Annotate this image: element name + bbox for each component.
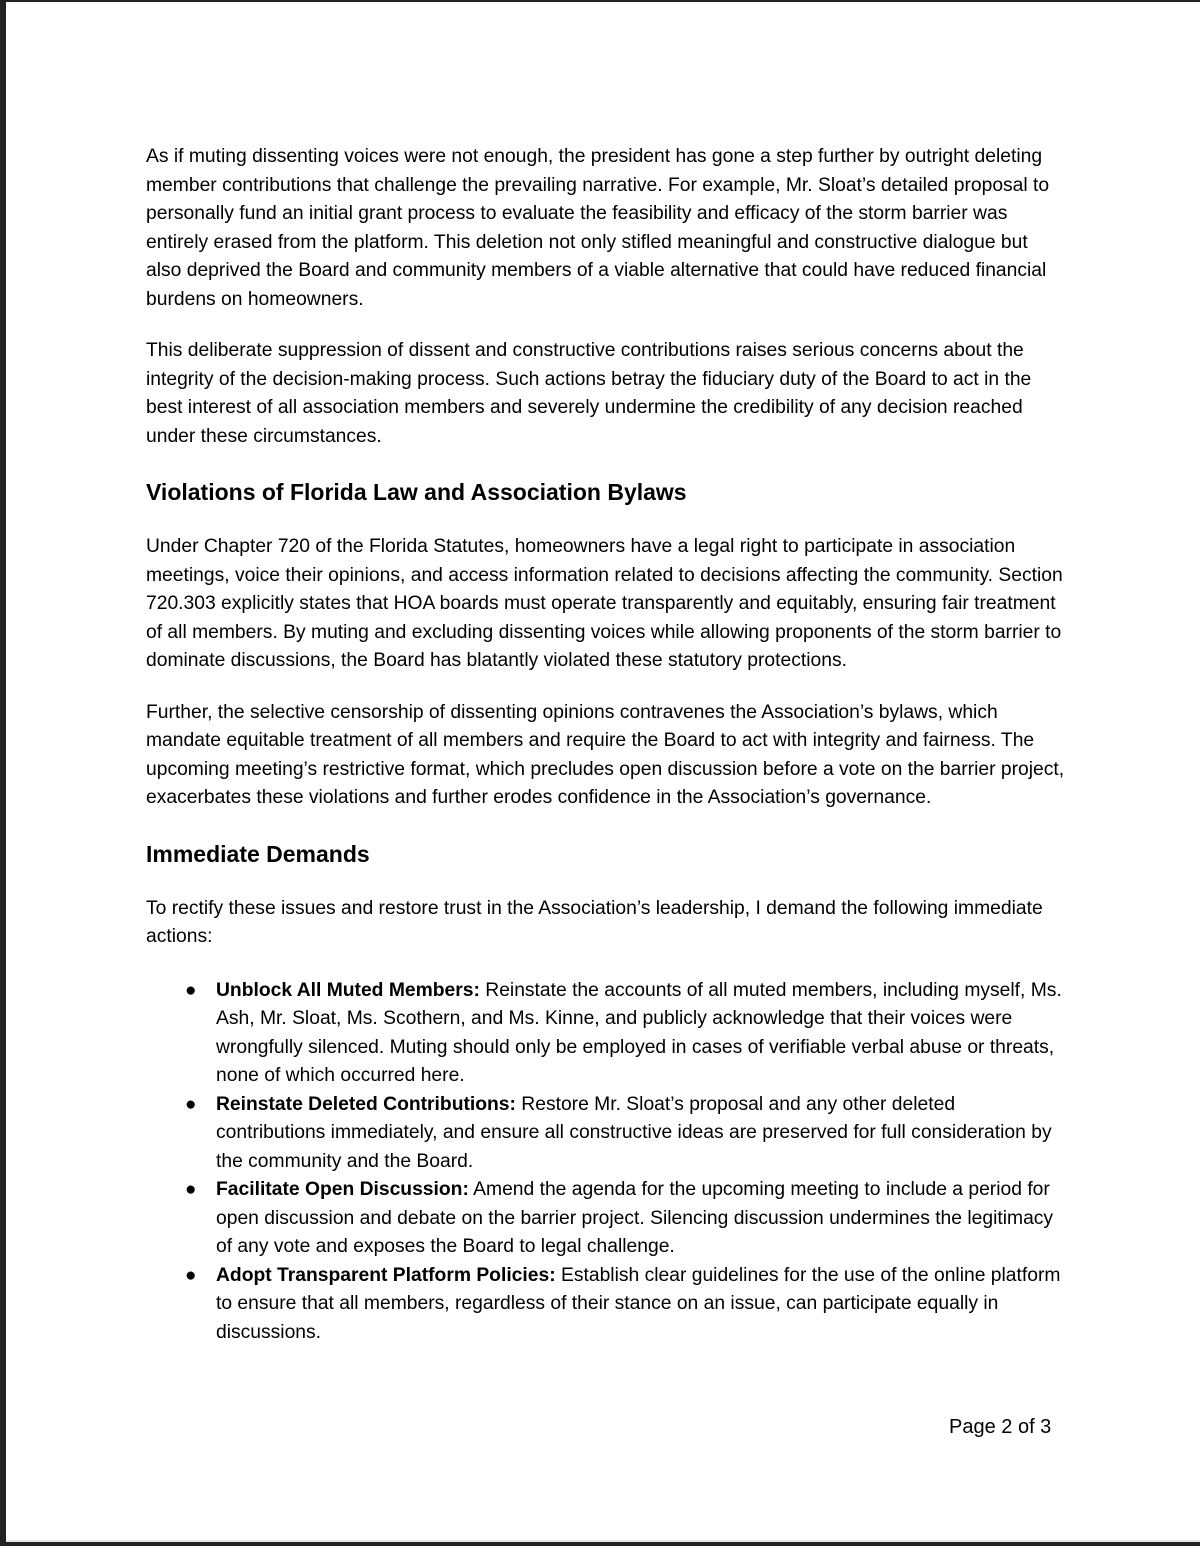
page-number: Page 2 of 3 — [949, 1416, 1052, 1438]
demand-text: Establish clear guidelines for the use of the online platform to ensure that all members, regardless of their stance on an issue, can participate equally in discussions. — [216, 1264, 1061, 1343]
demand-item-unblock-members — [146, 977, 1066, 1091]
demand-item-reinstate-contributions — [146, 1091, 1066, 1177]
demand-text: Amend the agenda for the upcoming meeting to include a period for open discussion and debate on the barrier project. Silencing discussion undermines the legitimacy of any vote and exposes the Board to legal challenge. — [216, 1179, 1054, 1257]
heading-immediate-demands: Immediate Demands — [146, 840, 370, 867]
demands-list — [146, 977, 1066, 1348]
heading-violations: Violations of Florida Law and Association Bylaws — [146, 479, 687, 505]
bullet-icon: ● — [185, 1093, 197, 1115]
demand-text: Reinstate the accounts of all muted members, including myself, Ms. Ash, Mr. Sloat, Ms. Scothern, and Ms. Kinne, and publicly acknowledge that their voices were wrongfully silenced. Muting should only be employed in cases of verifiable verbal abuse or threats, none of which occurred here. — [216, 979, 1062, 1086]
demand-title: Adopt Transparent Platform Policies: — [216, 1264, 556, 1286]
demand-item-platform-policies — [146, 1262, 1066, 1348]
demand-title: Unblock All Muted Members: — [216, 979, 480, 1001]
page-bottom-edge — [6, 1540, 1200, 1542]
paragraph-bylaws: Further, the selective censorship of dissenting opinions contravenes the Association’s bylaws, which mandate equitable treatment of all members and require the Board to act with integrity and fairness. The upcoming meeting’s restrictive format, which precludes open discussion before a vote on the barrier project, exacerbates these violations and further erodes confidence in the Association’s governance. — [146, 701, 1065, 808]
paragraph-florida-statutes: Under Chapter 720 of the Florida Statutes, homeowners have a legal right to participate in association meetings, voice their opinions, and access information related to decisions affecting the community. Section 720.303 explicitly states that HOA boards must operate transparently and equitably, ensuring fair treatment of all members. By muting and excluding dissenting voices while allowing proponents of the storm barrier to dominate discussions, the Board has blatantly violated these statutory protections. — [146, 536, 1063, 671]
bullet-icon: ● — [185, 1179, 197, 1200]
bullet-icon: ● — [185, 1264, 197, 1286]
demand-title: Reinstate Deleted Contributions: — [216, 1093, 516, 1115]
paragraph-deleted-contributions: As if muting dissenting voices were not enough, the president has gone a step further by outright deleting member contributions that challenge the prevailing narrative. For example, Mr. Sloat’s detailed proposal to personally fund an initial grant process to evaluate the feasibility and efficacy of the storm barrier was entirely erased from the platform. This deletion not only stifled meaningful and constructive dialogue but also deprived the Board and community members of a viable alternative that could have reduced financial burdens on homeowners. — [146, 146, 1050, 310]
bullet-icon: ● — [185, 979, 197, 1001]
paragraph-suppression-concerns: This deliberate suppression of dissent and constructive contributions raises serious concerns about the integrity of the decision-making process. Such actions betray the fiduciary duty of the Board to act in the best interest of all association members and severely undermine the credibility of any decision reached under these circumstances. — [146, 340, 1032, 447]
document-page — [6, 2, 1200, 1542]
page-content — [146, 143, 1066, 1347]
demand-item-open-discussion — [146, 1176, 1066, 1262]
paragraph-demands-intro: To rectify these issues and restore trust in the Association’s leadership, I demand the following immediate actions: — [146, 897, 1043, 947]
demand-text: Restore Mr. Sloat’s proposal and any other deleted contributions immediately, and ensure all constructive ideas are preserved for full consideration by the community and the Board. — [216, 1093, 1052, 1172]
demand-title: Facilitate Open Discussion: — [216, 1179, 469, 1200]
